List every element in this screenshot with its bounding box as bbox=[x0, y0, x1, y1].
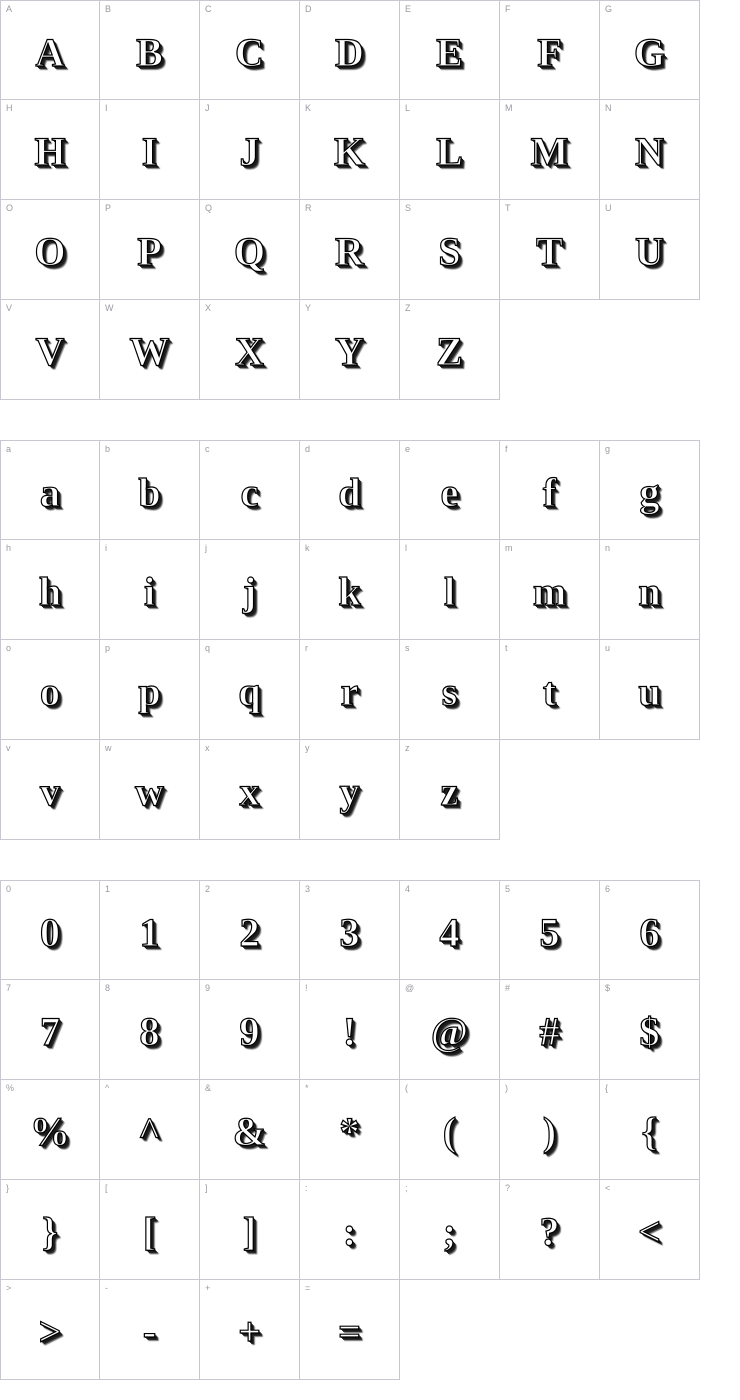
glyph-code-label: Z bbox=[405, 303, 411, 313]
glyph-cell[interactable] bbox=[300, 1080, 400, 1180]
glyph-cell[interactable] bbox=[600, 880, 700, 980]
glyph-cell[interactable] bbox=[300, 200, 400, 300]
glyph-cell-empty bbox=[600, 1280, 700, 1380]
glyph-character: i bbox=[143, 569, 156, 614]
glyph-character: 9 bbox=[239, 1009, 260, 1054]
glyph-code-label: r bbox=[305, 643, 308, 653]
glyph-cell[interactable] bbox=[0, 200, 100, 300]
glyph-character: K bbox=[333, 129, 366, 174]
glyph-character: 1 bbox=[139, 909, 160, 955]
glyph-cell[interactable] bbox=[500, 1080, 600, 1180]
glyph-code-label: 2 bbox=[205, 884, 211, 894]
glyph-character: 4 bbox=[439, 909, 460, 955]
section-separator bbox=[0, 400, 700, 440]
glyph-code-label: m bbox=[505, 543, 513, 553]
glyph-code-label: N bbox=[605, 103, 612, 113]
glyph-code-label: w bbox=[105, 743, 112, 753]
glyph-character: Y bbox=[335, 329, 364, 374]
glyph-cell[interactable] bbox=[200, 1180, 300, 1280]
glyph-character: ^ bbox=[137, 1109, 162, 1154]
glyph-cell[interactable] bbox=[300, 640, 400, 740]
glyph-cell[interactable] bbox=[100, 980, 200, 1080]
glyph-cell[interactable] bbox=[0, 440, 100, 540]
glyph-character: T bbox=[536, 229, 563, 274]
glyph-code-label: 1 bbox=[105, 884, 111, 894]
glyph-cell[interactable] bbox=[400, 100, 500, 200]
glyph-character: y bbox=[339, 769, 360, 814]
glyph-character: e bbox=[440, 469, 459, 515]
glyph-code-label: Q bbox=[205, 203, 213, 213]
glyph-character: E bbox=[436, 29, 463, 75]
glyph-code-label: ! bbox=[305, 983, 308, 993]
glyph-grid bbox=[0, 880, 700, 1380]
glyph-character: ? bbox=[539, 1209, 560, 1254]
glyph-cell[interactable] bbox=[0, 540, 100, 640]
glyph-code-label: L bbox=[405, 103, 411, 113]
glyph-cell[interactable] bbox=[300, 1280, 400, 1380]
glyph-code-label: 4 bbox=[405, 884, 411, 894]
glyph-cell[interactable] bbox=[300, 740, 400, 840]
glyph-code-label: F bbox=[505, 4, 511, 14]
glyph-code-label: [ bbox=[105, 1183, 108, 1193]
glyph-code-label: Y bbox=[305, 303, 312, 313]
glyph-code-label: R bbox=[305, 203, 312, 213]
glyph-character: 2 bbox=[239, 909, 260, 955]
glyph-cell[interactable] bbox=[500, 540, 600, 640]
glyph-code-label: o bbox=[6, 643, 12, 653]
glyph-cell[interactable] bbox=[600, 100, 700, 200]
glyph-character: = bbox=[338, 1309, 361, 1354]
glyph-code-label: s bbox=[405, 643, 410, 653]
glyph-cell[interactable] bbox=[400, 640, 500, 740]
glyph-code-label: ; bbox=[405, 1183, 408, 1193]
glyph-section-digits-and-symbols bbox=[0, 880, 740, 1380]
glyph-cell[interactable] bbox=[500, 1180, 600, 1280]
glyph-cell[interactable] bbox=[600, 0, 700, 100]
glyph-character: a bbox=[40, 469, 60, 515]
glyph-section-uppercase-letters bbox=[0, 0, 740, 400]
glyph-cell[interactable] bbox=[200, 440, 300, 540]
glyph-code-label: M bbox=[505, 103, 513, 113]
glyph-code-label: B bbox=[105, 4, 112, 14]
glyph-cell-empty bbox=[600, 300, 700, 400]
glyph-cell[interactable] bbox=[400, 200, 500, 300]
glyph-code-label: v bbox=[6, 743, 11, 753]
glyph-cell[interactable] bbox=[100, 1280, 200, 1380]
glyph-code-label: * bbox=[305, 1083, 309, 1093]
glyph-cell[interactable] bbox=[0, 1280, 100, 1380]
glyph-code-label: e bbox=[405, 444, 411, 454]
glyph-cell[interactable] bbox=[0, 740, 100, 840]
glyph-character: c bbox=[240, 469, 259, 515]
glyph-cell[interactable] bbox=[300, 880, 400, 980]
glyph-cell[interactable] bbox=[0, 980, 100, 1080]
glyph-code-label: C bbox=[205, 4, 212, 14]
glyph-cell[interactable] bbox=[300, 100, 400, 200]
glyph-cell[interactable] bbox=[300, 0, 400, 100]
glyph-character: l bbox=[443, 569, 456, 614]
glyph-character: M bbox=[530, 129, 569, 174]
glyph-cell[interactable] bbox=[200, 200, 300, 300]
glyph-character: V bbox=[35, 329, 65, 374]
glyph-cell[interactable] bbox=[100, 300, 200, 400]
glyph-cell[interactable] bbox=[300, 440, 400, 540]
glyph-cell[interactable] bbox=[100, 740, 200, 840]
glyph-code-label: E bbox=[405, 4, 412, 14]
glyph-code-label: { bbox=[605, 1083, 609, 1093]
glyph-code-label: D bbox=[305, 4, 312, 14]
glyph-code-label: j bbox=[205, 543, 207, 553]
glyph-code-label: & bbox=[205, 1083, 212, 1093]
glyph-cell[interactable] bbox=[400, 1080, 500, 1180]
glyph-character: A bbox=[35, 29, 65, 75]
glyph-character: & bbox=[232, 1109, 267, 1154]
glyph-code-label: z bbox=[405, 743, 410, 753]
glyph-code-label: t bbox=[505, 643, 508, 653]
glyph-character: - bbox=[142, 1309, 157, 1354]
glyph-section-lowercase-letters bbox=[0, 440, 740, 840]
glyph-code-label: # bbox=[505, 983, 511, 993]
glyph-cell[interactable] bbox=[400, 880, 500, 980]
glyph-code-label: f bbox=[505, 444, 508, 454]
glyph-character: t bbox=[542, 669, 557, 714]
glyph-code-label: I bbox=[105, 103, 108, 113]
glyph-cell[interactable] bbox=[500, 100, 600, 200]
glyph-cell[interactable] bbox=[600, 640, 700, 740]
glyph-cell[interactable] bbox=[600, 1080, 700, 1180]
glyph-character: d bbox=[338, 469, 361, 515]
glyph-cell[interactable] bbox=[600, 540, 700, 640]
glyph-code-label: = bbox=[305, 1283, 311, 1293]
glyph-code-label: 9 bbox=[205, 983, 211, 993]
glyph-character: U bbox=[635, 229, 664, 274]
glyph-cell[interactable] bbox=[400, 0, 500, 100]
glyph-character: I bbox=[141, 129, 158, 174]
glyph-character: u bbox=[638, 669, 661, 714]
glyph-code-label: G bbox=[605, 4, 613, 14]
glyph-character: ) bbox=[542, 1109, 557, 1154]
glyph-code-label: q bbox=[205, 643, 211, 653]
glyph-cell-empty bbox=[500, 300, 600, 400]
glyph-cell[interactable] bbox=[400, 300, 500, 400]
glyph-code-label: > bbox=[6, 1283, 12, 1293]
glyph-character: x bbox=[239, 769, 260, 814]
glyph-code-label: A bbox=[6, 4, 13, 14]
glyph-code-label: T bbox=[505, 203, 511, 213]
glyph-cell[interactable] bbox=[400, 740, 500, 840]
glyph-character: 7 bbox=[40, 1009, 60, 1054]
glyph-code-label: ? bbox=[505, 1183, 511, 1193]
glyph-code-label: h bbox=[6, 543, 12, 553]
glyph-character: G bbox=[633, 29, 666, 75]
glyph-grid bbox=[0, 440, 700, 840]
glyph-code-label: y bbox=[305, 743, 310, 753]
glyph-code-label: : bbox=[305, 1183, 308, 1193]
glyph-cell[interactable] bbox=[600, 1180, 700, 1280]
glyph-cell[interactable] bbox=[200, 0, 300, 100]
glyph-character: 0 bbox=[40, 909, 60, 955]
glyph-character: n bbox=[638, 569, 661, 614]
glyph-code-label: P bbox=[105, 203, 112, 213]
glyph-character: L bbox=[436, 129, 463, 174]
glyph-cell-empty bbox=[600, 740, 700, 840]
glyph-code-label: p bbox=[105, 643, 111, 653]
glyph-cell[interactable] bbox=[300, 1180, 400, 1280]
glyph-grid bbox=[0, 0, 700, 400]
glyph-cell[interactable] bbox=[500, 980, 600, 1080]
glyph-character: R bbox=[335, 229, 364, 274]
glyph-cell[interactable] bbox=[400, 1180, 500, 1280]
glyph-character: s bbox=[441, 669, 458, 714]
glyph-code-label: @ bbox=[405, 983, 415, 993]
glyph-character: 3 bbox=[339, 909, 360, 955]
glyph-character: S bbox=[438, 229, 461, 274]
glyph-code-label: d bbox=[305, 444, 311, 454]
glyph-character: q bbox=[238, 669, 261, 714]
glyph-code-label: $ bbox=[605, 983, 611, 993]
glyph-code-label: l bbox=[405, 543, 407, 553]
glyph-cell[interactable] bbox=[0, 1180, 100, 1280]
glyph-cell[interactable] bbox=[200, 980, 300, 1080]
glyph-code-label: c bbox=[205, 444, 210, 454]
glyph-cell[interactable] bbox=[300, 980, 400, 1080]
glyph-character: % bbox=[30, 1109, 70, 1154]
glyph-character: j bbox=[242, 569, 257, 614]
glyph-character: m bbox=[532, 569, 567, 614]
glyph-cell[interactable] bbox=[500, 200, 600, 300]
glyph-code-label: < bbox=[605, 1183, 611, 1193]
glyph-character: C bbox=[235, 29, 264, 75]
glyph-character: P bbox=[137, 229, 162, 274]
glyph-cell[interactable] bbox=[200, 640, 300, 740]
glyph-cell-empty bbox=[500, 740, 600, 840]
glyph-character: w bbox=[135, 769, 164, 814]
glyph-character: D bbox=[335, 29, 364, 75]
glyph-character: 6 bbox=[639, 909, 660, 955]
glyph-character: r bbox=[340, 669, 359, 714]
glyph-character: H bbox=[34, 129, 66, 174]
glyph-cell[interactable] bbox=[100, 640, 200, 740]
glyph-character: [ bbox=[142, 1209, 157, 1254]
glyph-cell[interactable] bbox=[100, 1080, 200, 1180]
glyph-character: ( bbox=[442, 1109, 457, 1154]
glyph-cell[interactable] bbox=[400, 980, 500, 1080]
glyph-character: f bbox=[542, 469, 557, 515]
glyph-code-label: J bbox=[205, 103, 210, 113]
glyph-character: k bbox=[338, 569, 361, 614]
glyph-character: B bbox=[136, 29, 163, 75]
glyph-code-label: 8 bbox=[105, 983, 111, 993]
glyph-code-label: - bbox=[105, 1283, 108, 1293]
glyph-character: @ bbox=[430, 1009, 469, 1054]
glyph-code-label: W bbox=[105, 303, 114, 313]
glyph-character: < bbox=[638, 1209, 661, 1254]
glyph-cell[interactable] bbox=[200, 740, 300, 840]
glyph-cell[interactable] bbox=[0, 880, 100, 980]
glyph-code-label: ) bbox=[505, 1083, 508, 1093]
glyph-cell[interactable] bbox=[300, 540, 400, 640]
glyph-character: b bbox=[138, 469, 161, 515]
glyph-code-label: a bbox=[6, 444, 12, 454]
glyph-cell[interactable] bbox=[100, 200, 200, 300]
glyph-character: : bbox=[342, 1209, 357, 1254]
glyph-code-label: H bbox=[6, 103, 13, 113]
glyph-character: # bbox=[539, 1009, 560, 1054]
glyph-cell[interactable] bbox=[400, 540, 500, 640]
glyph-character: g bbox=[639, 469, 660, 515]
glyph-code-label: u bbox=[605, 643, 611, 653]
glyph-cell[interactable] bbox=[200, 540, 300, 640]
glyph-code-label: ] bbox=[205, 1183, 208, 1193]
glyph-code-label: 3 bbox=[305, 884, 311, 894]
glyph-cell[interactable] bbox=[600, 440, 700, 540]
glyph-character: z bbox=[440, 769, 459, 814]
glyph-cell[interactable] bbox=[600, 200, 700, 300]
glyph-character: J bbox=[239, 129, 260, 174]
glyph-code-label: } bbox=[6, 1183, 10, 1193]
section-separator bbox=[0, 840, 700, 880]
glyph-cell[interactable] bbox=[200, 880, 300, 980]
glyph-character: p bbox=[138, 669, 161, 714]
glyph-character: ] bbox=[242, 1209, 257, 1254]
glyph-cell[interactable] bbox=[500, 640, 600, 740]
glyph-cell[interactable] bbox=[100, 880, 200, 980]
glyph-code-label: i bbox=[105, 543, 107, 553]
glyph-code-label: O bbox=[6, 203, 14, 213]
glyph-character: W bbox=[129, 329, 170, 374]
glyph-code-label: U bbox=[605, 203, 612, 213]
glyph-code-label: x bbox=[205, 743, 210, 753]
glyph-character: O bbox=[34, 229, 66, 274]
glyph-cell[interactable] bbox=[100, 540, 200, 640]
glyph-cell[interactable] bbox=[500, 0, 600, 100]
glyph-code-label: 6 bbox=[605, 884, 611, 894]
glyph-character: + bbox=[238, 1309, 261, 1354]
glyph-code-label: n bbox=[605, 543, 611, 553]
glyph-code-label: V bbox=[6, 303, 13, 313]
glyph-code-label: K bbox=[305, 103, 312, 113]
glyph-cell[interactable] bbox=[300, 300, 400, 400]
glyph-character: 8 bbox=[139, 1009, 160, 1054]
glyph-cell[interactable] bbox=[100, 0, 200, 100]
glyph-cell[interactable] bbox=[200, 1280, 300, 1380]
glyph-code-label: ^ bbox=[105, 1083, 110, 1093]
glyph-character: { bbox=[641, 1109, 658, 1154]
glyph-cell[interactable] bbox=[100, 1180, 200, 1280]
glyph-code-label: g bbox=[605, 444, 611, 454]
glyph-character: h bbox=[38, 569, 62, 614]
glyph-cell[interactable] bbox=[200, 100, 300, 200]
glyph-code-label: + bbox=[205, 1283, 211, 1293]
glyph-code-label: X bbox=[205, 303, 212, 313]
glyph-code-label: % bbox=[6, 1083, 15, 1093]
glyph-character: X bbox=[235, 329, 264, 374]
glyph-cell[interactable] bbox=[0, 0, 100, 100]
glyph-cell[interactable] bbox=[400, 440, 500, 540]
glyph-cell[interactable] bbox=[0, 1080, 100, 1180]
glyph-character: > bbox=[38, 1309, 62, 1354]
glyph-character: v bbox=[40, 769, 60, 814]
glyph-code-label: 7 bbox=[6, 983, 12, 993]
glyph-cell[interactable] bbox=[100, 100, 200, 200]
glyph-cell-empty bbox=[500, 1280, 600, 1380]
glyph-character: ! bbox=[342, 1009, 357, 1054]
glyph-character: Z bbox=[436, 329, 463, 374]
glyph-character: * bbox=[339, 1109, 360, 1154]
glyph-code-label: b bbox=[105, 444, 111, 454]
glyph-code-label: 5 bbox=[505, 884, 511, 894]
glyph-cell[interactable] bbox=[500, 440, 600, 540]
glyph-cell[interactable] bbox=[500, 880, 600, 980]
glyph-character: o bbox=[40, 669, 60, 714]
glyph-code-label: S bbox=[405, 203, 412, 213]
glyph-cell[interactable] bbox=[0, 640, 100, 740]
glyph-character: N bbox=[635, 129, 664, 174]
glyph-character: F bbox=[537, 29, 562, 75]
glyph-cell[interactable] bbox=[600, 980, 700, 1080]
glyph-character: ; bbox=[442, 1209, 457, 1254]
glyph-code-label: 0 bbox=[6, 884, 12, 894]
glyph-character: Q bbox=[233, 229, 266, 274]
glyph-cell-empty bbox=[400, 1280, 500, 1380]
glyph-character: } bbox=[42, 1209, 58, 1254]
glyph-character: $ bbox=[639, 1009, 660, 1054]
glyph-code-label: k bbox=[305, 543, 310, 553]
glyph-cell[interactable] bbox=[0, 300, 100, 400]
glyph-cell[interactable] bbox=[200, 300, 300, 400]
glyph-cell[interactable] bbox=[0, 100, 100, 200]
glyph-cell[interactable] bbox=[100, 440, 200, 540]
glyph-character: 5 bbox=[539, 909, 560, 955]
glyph-cell[interactable] bbox=[200, 1080, 300, 1180]
glyph-code-label: ( bbox=[405, 1083, 408, 1093]
